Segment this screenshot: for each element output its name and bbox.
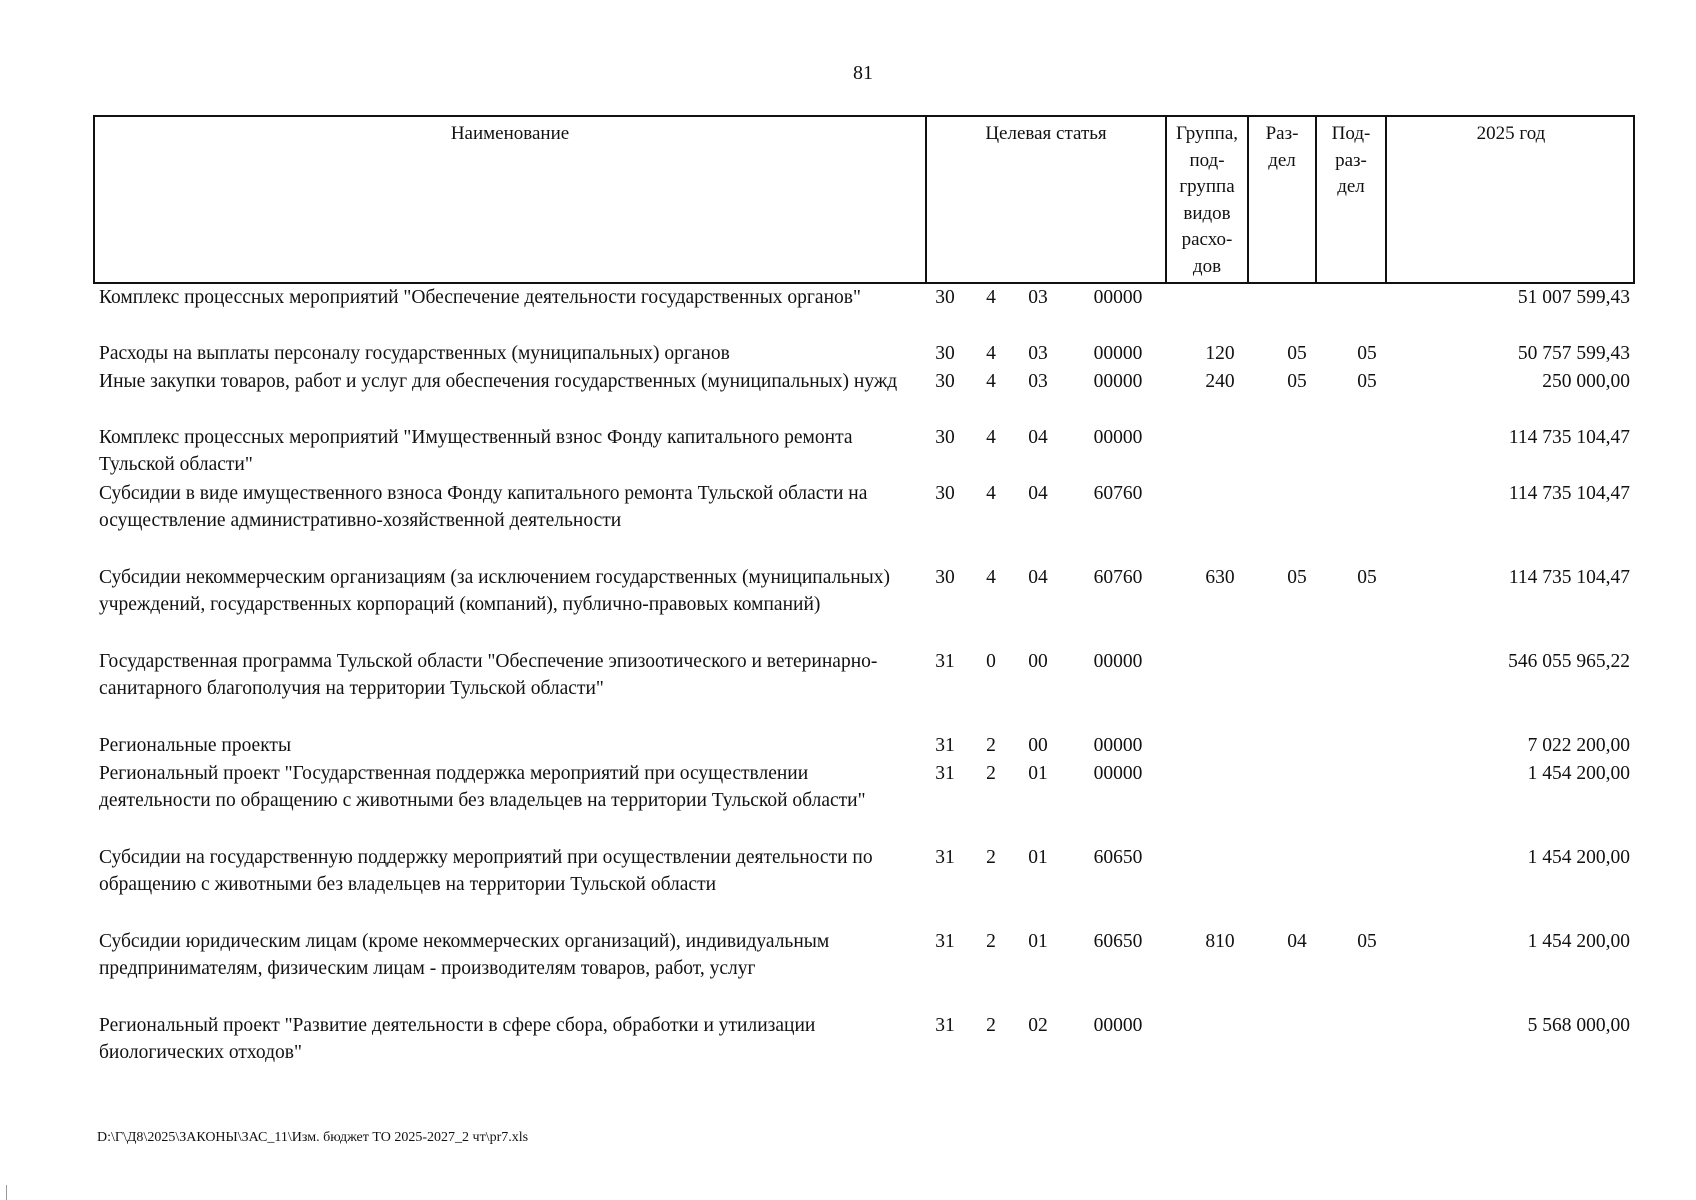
row-ts4: 00000: [1093, 343, 1143, 364]
row-ts4: 00000: [1093, 287, 1143, 308]
row-amount: 5 568 000,00: [1527, 1015, 1630, 1036]
row-ts1: 31: [935, 931, 955, 952]
row-section: 05: [1287, 567, 1307, 588]
row-ts1: 30: [935, 371, 955, 392]
row-name: Региональные проекты: [99, 735, 292, 756]
footer-file-path: D:\Г\Д8\2025\ЗАКОНЫ\ЗАС_11\Изм. бюджет ТО 2025-2027_2 чт\pr7.xls: [97, 1130, 529, 1145]
row-ts4: 00000: [1093, 735, 1143, 756]
row-subsection: 05: [1357, 371, 1377, 392]
row-subsection: 05: [1357, 931, 1377, 952]
row-amount: 114 735 104,47: [1508, 427, 1630, 448]
row-ts2: 2: [986, 763, 996, 784]
row-ts4: 60760: [1093, 483, 1143, 504]
header-target-article: Целевая статья: [985, 123, 1107, 144]
page-number: 81: [853, 62, 873, 84]
row-ts2: 2: [986, 847, 996, 868]
row-ts3: 04: [1028, 567, 1048, 588]
row-ts2: 2: [986, 931, 996, 952]
row-amount: 546 055 965,22: [1508, 651, 1630, 672]
row-ts3: 01: [1028, 763, 1048, 784]
row-name: Субсидии в виде имущественного взноса Фонду капитального ремонта Тульской области на осуществление административно-хозяйственной деятельности: [99, 483, 868, 531]
header-name: Наименование: [450, 123, 570, 144]
row-name: Комплекс процессных мероприятий "Имущественный взнос Фонду капитального ремонта Тульской области": [99, 427, 853, 475]
row-group: 120: [1205, 343, 1235, 364]
row-ts3: 00: [1028, 651, 1048, 672]
row-section: 05: [1287, 343, 1307, 364]
row-ts2: 4: [986, 371, 996, 392]
row-amount: 114 735 104,47: [1508, 483, 1630, 504]
row-ts1: 30: [935, 427, 955, 448]
row-section: 04: [1287, 931, 1307, 952]
row-group: 810: [1205, 931, 1235, 952]
row-ts1: 30: [935, 567, 955, 588]
row-amount: 50 757 599,43: [1517, 343, 1630, 364]
row-amount: 1 454 200,00: [1527, 763, 1630, 784]
row-ts2: 2: [986, 1015, 996, 1036]
row-ts3: 03: [1028, 287, 1048, 308]
row-name: Расходы на выплаты персоналу государственных (муниципальных) органов: [99, 343, 730, 364]
row-name: Государственная программа Тульской области "Обеспечение эпизоотического и ветеринарно-санитарного благополучия на территории Тульской области": [99, 651, 878, 699]
row-ts4: 60760: [1093, 567, 1143, 588]
row-ts1: 30: [935, 287, 955, 308]
row-name: Иные закупки товаров, работ и услуг для обеспечения государственных (муниципальных) нужд: [99, 371, 898, 392]
row-ts3: 04: [1028, 483, 1048, 504]
row-ts3: 02: [1028, 1015, 1048, 1036]
row-name: Субсидии на государственную поддержку мероприятий при осуществлении деятельности по обращению с животными без владельцев на территории Тульской области: [99, 847, 873, 895]
row-ts3: 01: [1028, 931, 1048, 952]
row-ts2: 4: [986, 287, 996, 308]
row-ts4: 00000: [1093, 763, 1143, 784]
row-ts1: 30: [935, 343, 955, 364]
row-amount: 51 007 599,43: [1517, 287, 1630, 308]
row-ts2: 4: [986, 483, 996, 504]
row-ts3: 03: [1028, 371, 1048, 392]
row-ts4: 60650: [1093, 931, 1143, 952]
row-name: Региональный проект "Развитие деятельности в сфере сбора, обработки и утилизации биологических отходов": [99, 1015, 816, 1063]
header-year: 2025 год: [1476, 123, 1546, 144]
row-ts2: 4: [986, 427, 996, 448]
row-amount: 1 454 200,00: [1527, 931, 1630, 952]
row-section: 05: [1287, 371, 1307, 392]
row-amount: 250 000,00: [1542, 371, 1630, 392]
row-ts3: 01: [1028, 847, 1048, 868]
row-subsection: 05: [1357, 567, 1377, 588]
row-ts3: 04: [1028, 427, 1048, 448]
row-ts2: 0: [986, 651, 996, 672]
row-ts4: 00000: [1093, 651, 1143, 672]
header-group: Группа, под- группа видов расхо- дов: [1175, 123, 1239, 277]
row-ts1: 31: [935, 735, 955, 756]
row-group: 240: [1205, 371, 1235, 392]
scan-margin-mark: [6, 1185, 7, 1200]
row-ts2: 2: [986, 735, 996, 756]
header-subsection: Под- раз- дел: [1331, 123, 1371, 197]
row-ts4: 00000: [1093, 427, 1143, 448]
header-section: Раз- дел: [1265, 123, 1299, 171]
row-ts3: 03: [1028, 343, 1048, 364]
row-ts4: 60650: [1093, 847, 1143, 868]
row-ts2: 4: [986, 567, 996, 588]
row-amount: 114 735 104,47: [1508, 567, 1630, 588]
row-ts3: 00: [1028, 735, 1048, 756]
row-subsection: 05: [1357, 343, 1377, 364]
row-name: Комплекс процессных мероприятий "Обеспечение деятельности государственных органов": [99, 287, 861, 308]
row-ts4: 00000: [1093, 1015, 1143, 1036]
row-ts4: 00000: [1093, 371, 1143, 392]
row-name: Субсидии юридическим лицам (кроме некоммерческих организаций), индивидуальным предпринимателям, физическим лицам - производителям товаров, работ, услуг: [99, 931, 830, 979]
row-ts2: 4: [986, 343, 996, 364]
row-ts1: 31: [935, 1015, 955, 1036]
row-amount: 7 022 200,00: [1527, 735, 1630, 756]
row-amount: 1 454 200,00: [1527, 847, 1630, 868]
row-ts1: 30: [935, 483, 955, 504]
row-name: Региональный проект "Государственная поддержка мероприятий при осуществлении деятельности по обращению с животными без владельцев на территории Тульской области": [99, 763, 866, 811]
row-group: 630: [1205, 567, 1235, 588]
row-ts1: 31: [935, 651, 955, 672]
table-header: [93, 115, 1635, 284]
row-ts1: 31: [935, 763, 955, 784]
row-name: Субсидии некоммерческим организациям (за исключением государственных (муниципальных) учреждений, государственных корпораций (компаний), публично-правовых компаний): [99, 567, 890, 615]
row-ts1: 31: [935, 847, 955, 868]
